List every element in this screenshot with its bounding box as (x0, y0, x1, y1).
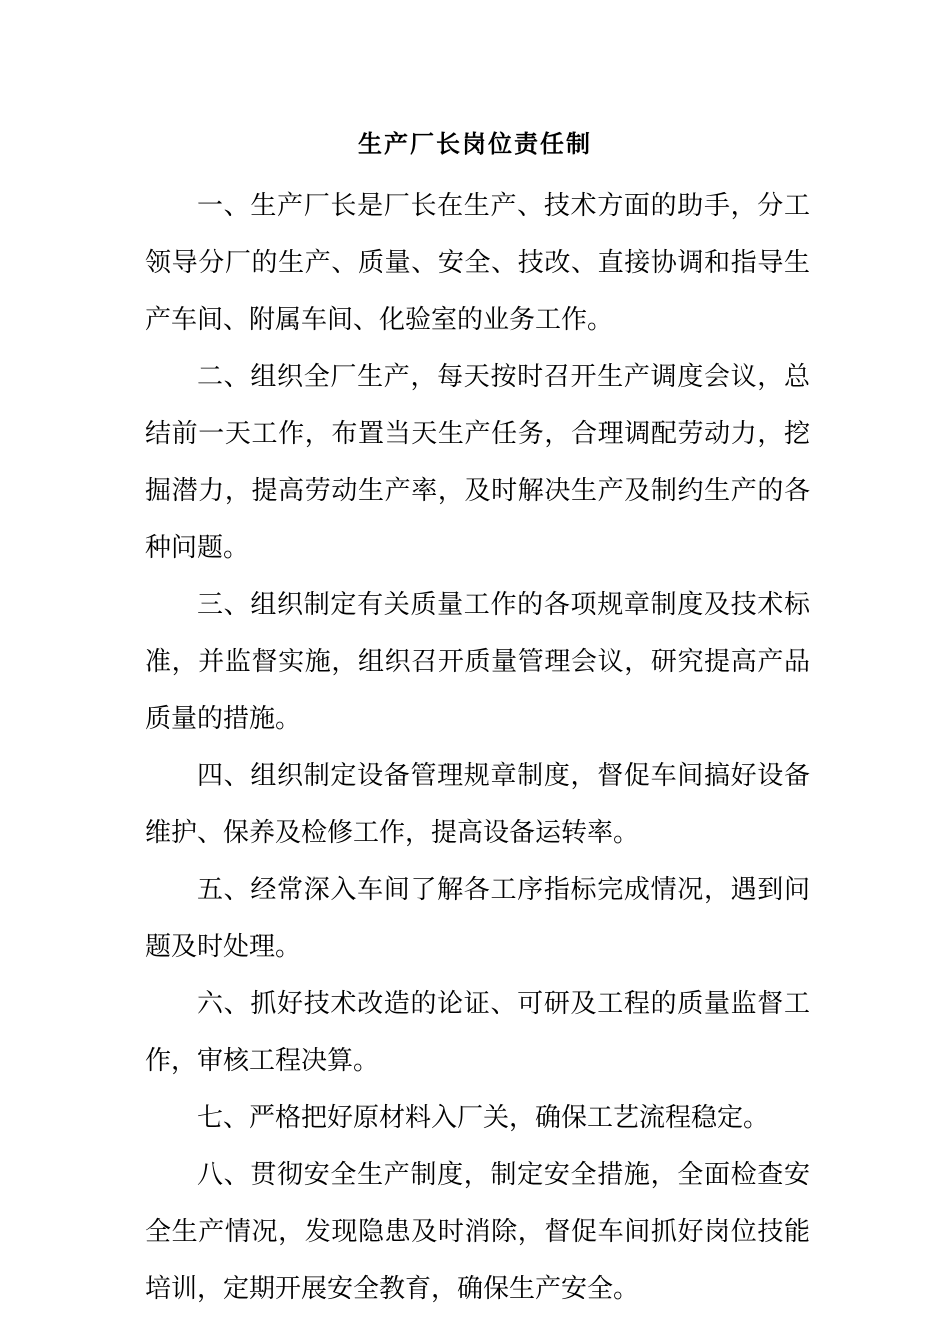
paragraph-1: 一、生产厂长是厂长在生产、技术方面的助手，分工领导分厂的生产、质量、安全、技改、直接协调和指导生产车间、附属车间、化验室的业务工作。 (145, 191, 810, 335)
paragraph-6: 六、抓好技术改造的论证、可研及工程的质量监督工作，审核工程决算。 (145, 989, 810, 1076)
paragraph-8: 八、贯彻安全生产制度，制定安全措施，全面检查安全生产情况，发现隐患及时消除，督促车间抓好岗位技能培训，定期开展安全教育，确保生产安全。 (145, 1160, 810, 1304)
paragraph-2: 二、组织全厂生产，每天按时召开生产调度会议，总结前一天工作，布置当天生产任务，合理调配劳动力，挖掘潜力，提高劳动生产率，及时解决生产及制约生产的各种问题。 (145, 362, 810, 563)
document-title: 生产厂长岗位责任制 (358, 130, 592, 158)
paragraph-3: 三、组织制定有关质量工作的各项规章制度及技术标准，并监督实施，组织召开质量管理会议，研究提高产品质量的措施。 (145, 590, 810, 734)
paragraph-4: 四、组织制定设备管理规章制度，督促车间搞好设备维护、保养及检修工作，提高设备运转率。 (145, 761, 810, 848)
paragraph-7: 七、严格把好原材料入厂关，确保工艺流程稳定。 (197, 1103, 770, 1133)
document-body (145, 178, 810, 1318)
paragraph-5: 五、经常深入车间了解各工序指标完成情况，遇到问题及时处理。 (145, 875, 810, 962)
